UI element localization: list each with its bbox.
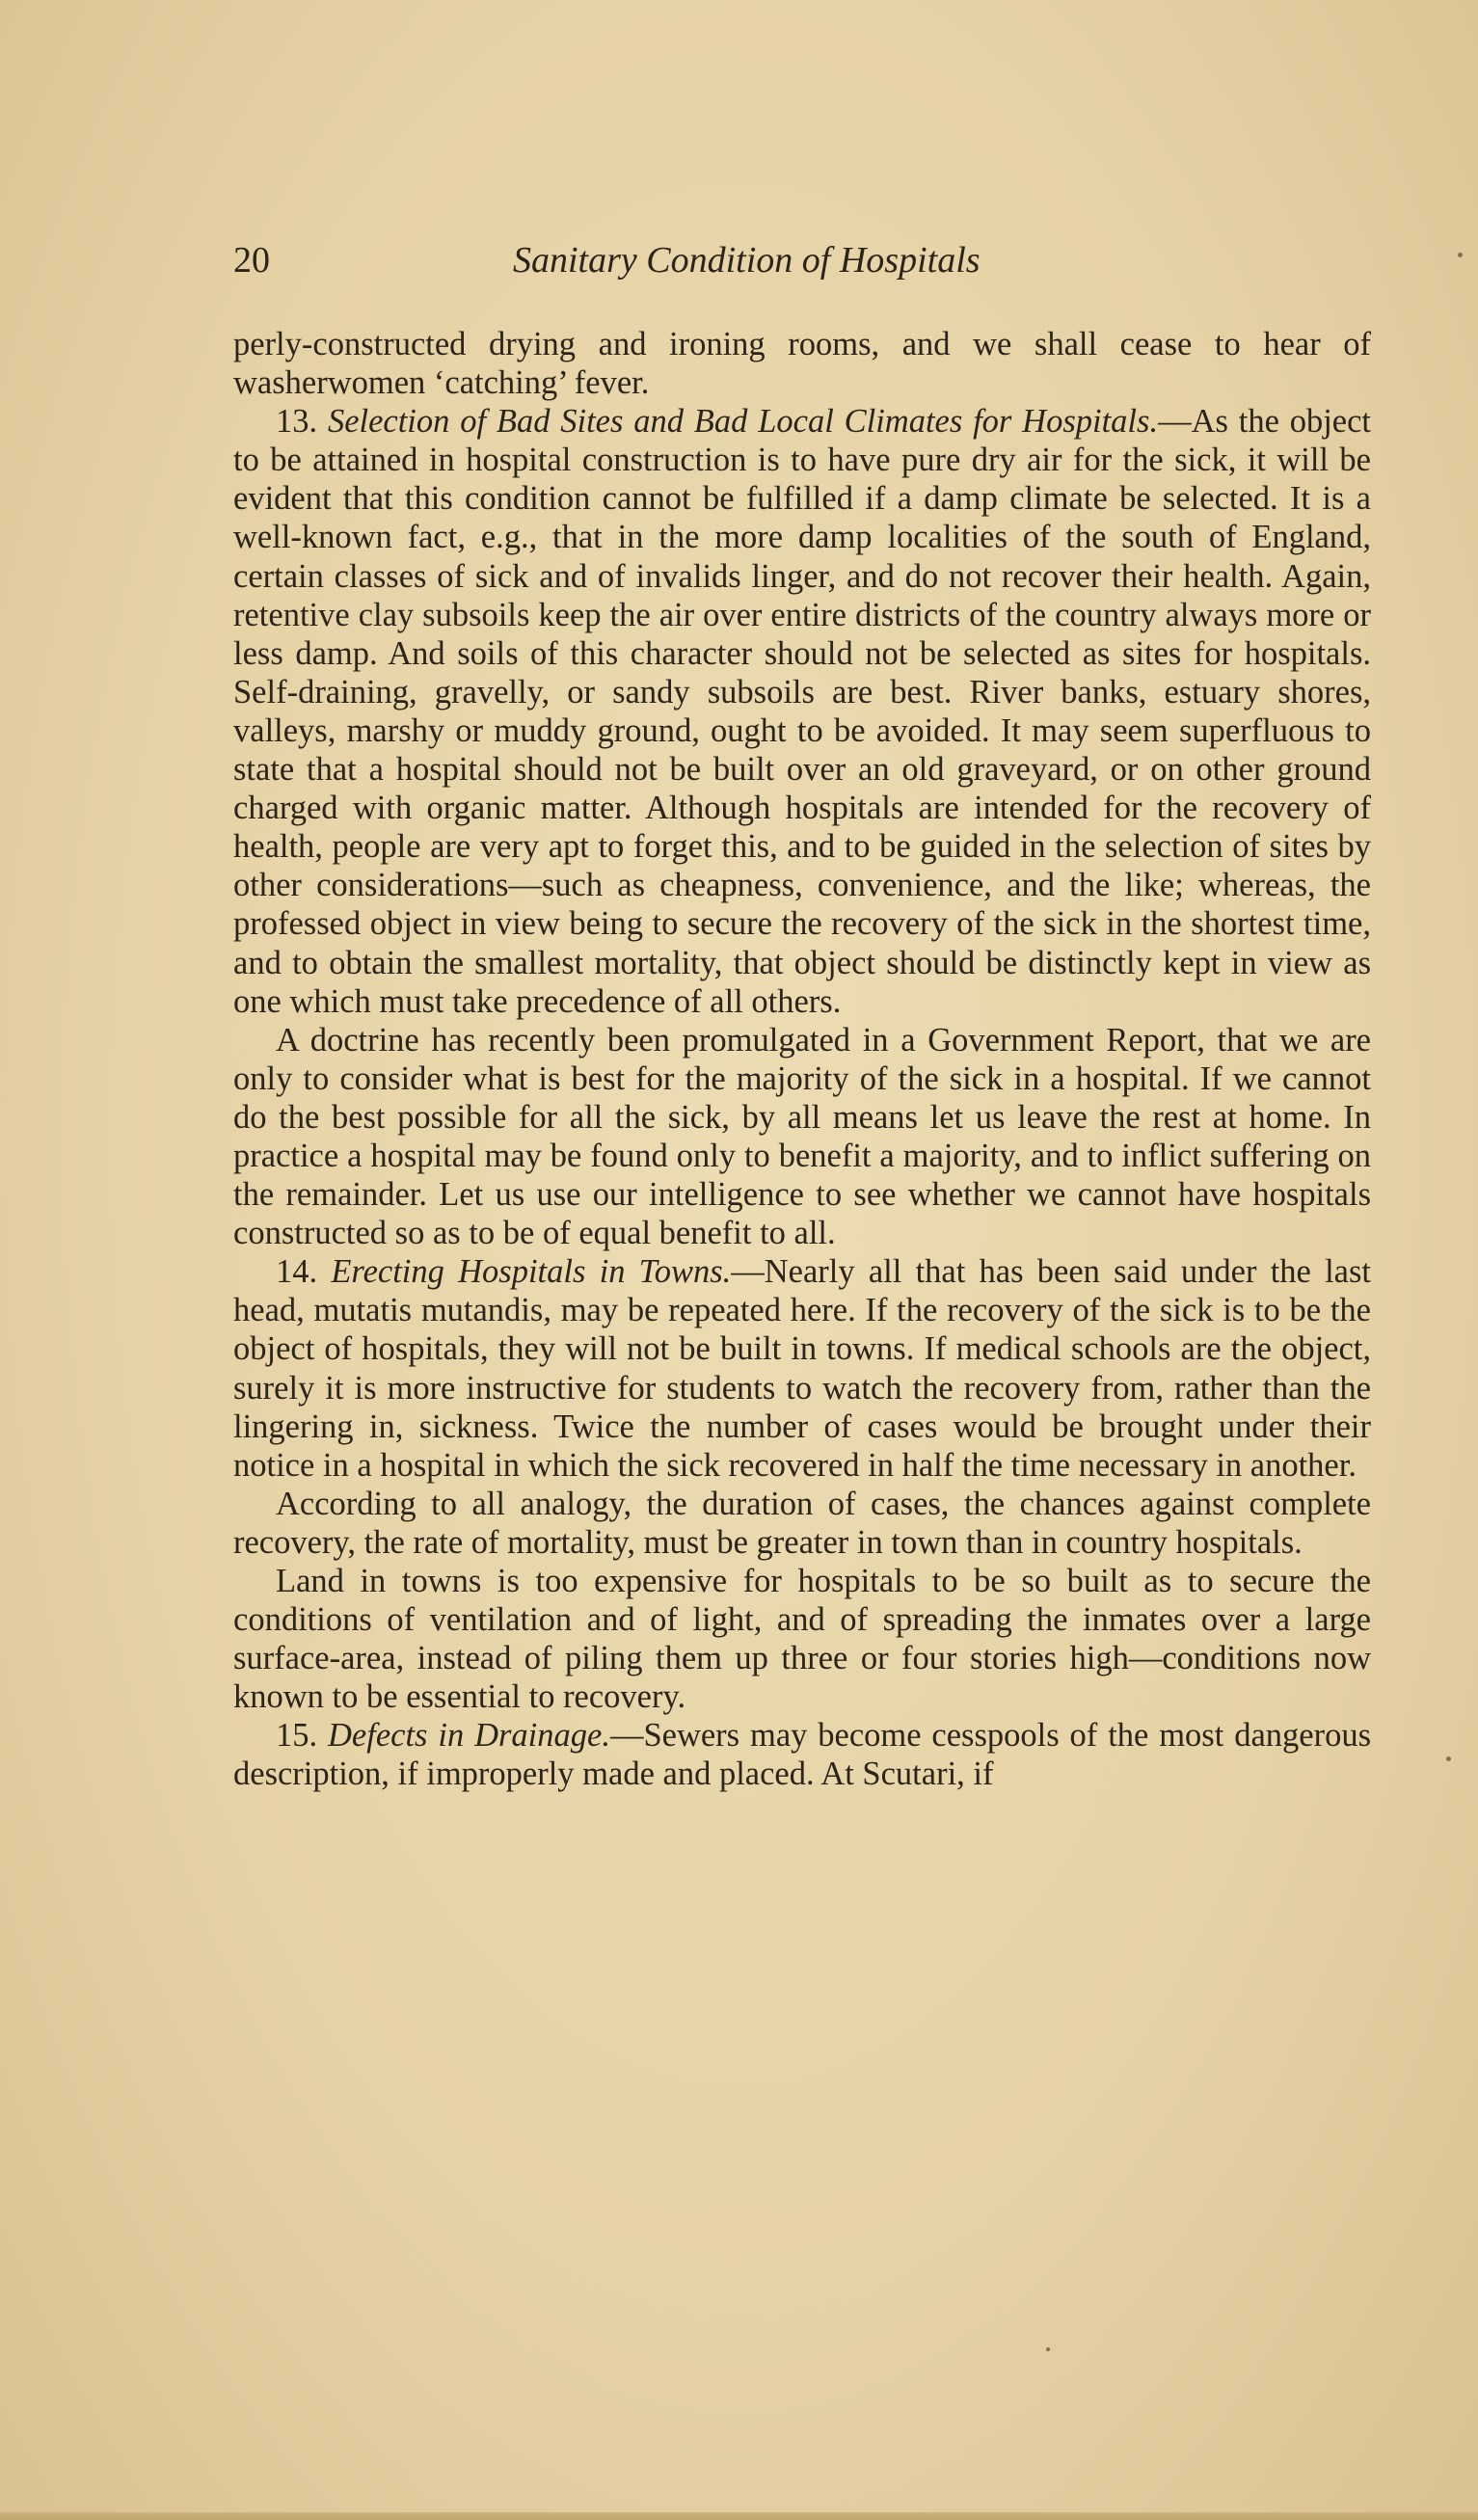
paragraph-text: —Nearly all that has been said under the last head, mutatis mutandis, may be repeated here. If the recovery of the sick is to be the object of hospitals, they will not be built in towns. If medical schools are the object, surely it is more instructive for students to watch the recovery from, rather than the lingering in, sickness. Twice the number of cases would be brought under their notice in a hospital in which the sick recovered in half the time necessary in another. (233, 1253, 1371, 1484)
paragraph-section-15 (233, 1716, 1371, 1793)
paragraph-text: A doctrine has recently been promulgated in a Government Report, that we are only to consider what is best for the majority of the sick in a hospital. If we cannot do the best possible for all the sick, by all means let us leave the rest at home. In practice a hospital may be found only to benefit a majority, and to inflict suffering on the remainder. Let us use our intelligence to see whether we cannot have hospitals constructed so as to be of equal benefit to all. (233, 1021, 1371, 1252)
paper-speck (1046, 2347, 1050, 2351)
page-header (233, 239, 1371, 297)
section-heading: Erecting Hospitals in Towns. (331, 1253, 732, 1291)
paragraph-section-13 (233, 402, 1371, 1021)
paragraph-text: perly-constructed drying and ironing rooms, and we shall cease to hear of washerwomen ‘catching’ fever. (233, 326, 1371, 402)
paragraph-text: According to all analogy, the duration of cases, the chances against complete recovery, the rate of mortality, must be greater in town than in country hospitals. (233, 1485, 1371, 1561)
paper-speck (1458, 253, 1463, 257)
paragraph-text: —As the object to be attained in hospital construction is to have pure dry air for the sick, it will be evident that this condition cannot be fulfilled if a damp climate be selected. It is a well-known fact, e.g., that in the more damp localities of the south of England, certain classes of sick and of invalids linger, and do not recover their health. Again, retentive clay subsoils keep the air over entire districts of the country always more or less damp. And soils of this character should not be selected as sites for hospitals. Self-draining, gravelly, or sandy subsoils are best. River banks, estuary shores, valleys, marshy or muddy ground, ought to be avoided. It may seem superfluous to state that a hospital should not be built over an old graveyard, or on other ground charged with organic matter. Although hospitals are intended for the recovery of health, people are very apt to forget this, and to be guided in the selection of sites by other considerations—such as cheapness, convenience, and the like; whereas, the professed object in view being to secure the recovery of the sick in the shortest time, and to obtain the smallest mortality, that object should be distinctly kept in view as one which must take precedence of all others. (233, 403, 1371, 1020)
paragraph-doctrine (233, 1021, 1371, 1253)
paragraph-section-14 (233, 1252, 1371, 1485)
section-heading: Selection of Bad Sites and Bad Local Climates for Hospitals. (327, 403, 1159, 441)
page-edge (0, 2512, 1478, 2520)
paragraph-analogy (233, 1485, 1371, 1562)
paragraph-text: —Sewers may become cesspools of the most dangerous description, if improperly made and placed. At Scutari, if (233, 1717, 1372, 1793)
paragraph-text: Land in towns is too expensive for hospitals to be so built as to secure the conditions of ventilation and of light, and of spreading the inmates over a large surface-area, instead of piling them up three or four stories high—conditions now known to be essential to recovery. (233, 1563, 1371, 1716)
section-number: 13. (276, 403, 328, 441)
paragraph-continuation (233, 325, 1371, 402)
section-heading: Defects in Drainage. (328, 1717, 610, 1755)
section-number: 15. (276, 1717, 329, 1755)
paper-speck (1446, 1756, 1451, 1761)
running-title: Sanitary Condition of Hospitals (513, 240, 981, 281)
body-text (233, 325, 1371, 1794)
paragraph-land-in-towns (233, 1562, 1371, 1716)
page-number: 20 (233, 240, 270, 281)
section-number: 14. (276, 1253, 332, 1291)
